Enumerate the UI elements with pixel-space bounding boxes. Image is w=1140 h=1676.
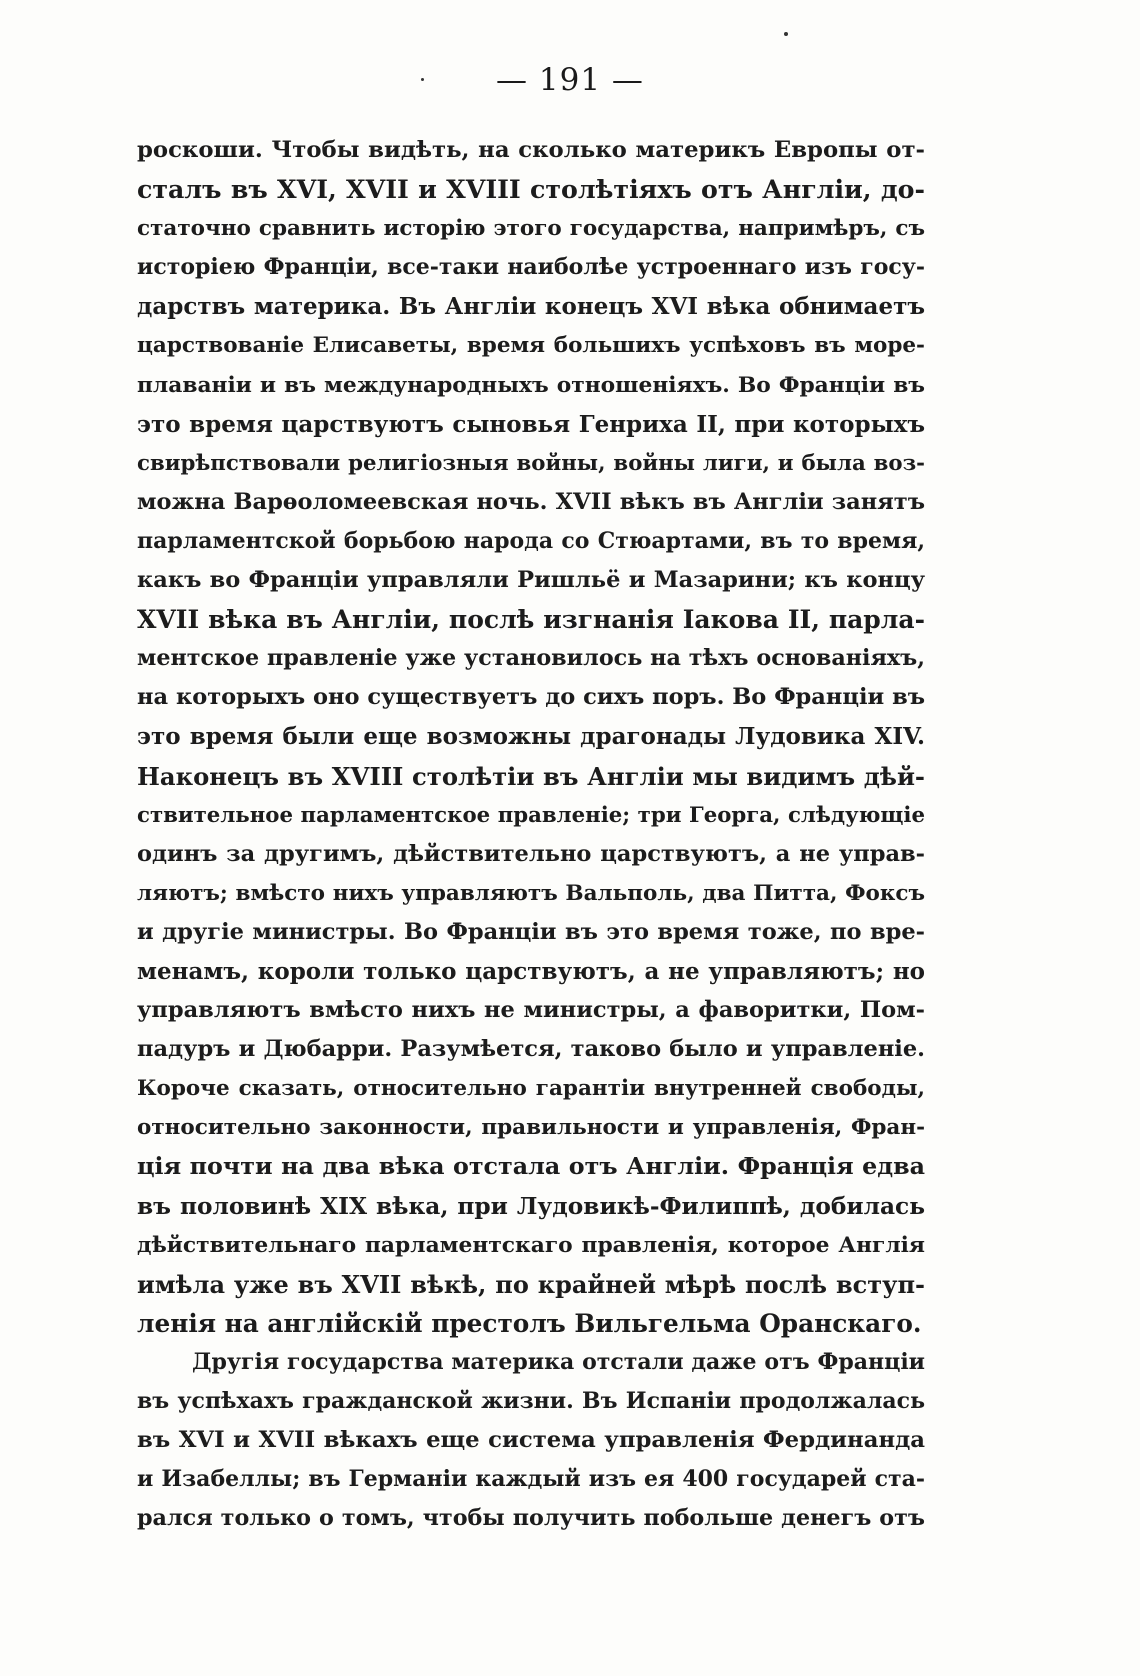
text-line: ленія на англійскій престолъ Вильгельма Оранскаго. (137, 1308, 922, 1338)
text-line: парламентской борьбою народа со Стюартами, въ то время, (137, 527, 925, 554)
paragraph-1 (137, 131, 925, 1343)
text-line: плаваніи и въ международныхъ отношеніяхъ. Во Франціи въ (137, 372, 925, 398)
text-line: исторіею Франціи, все-таки наиболѣе устроеннаго изъ госу- (137, 254, 925, 281)
text-line: на которыхъ оно существуетъ до сихъ поръ. Во Франціи въ (137, 684, 925, 711)
text-line: это время были еще возможны драгонады Лудовика XIV. (137, 723, 925, 751)
text-line: дѣйствительнаго парламентскаго правленія, которое Англія (137, 1232, 925, 1258)
text-line: дарствъ материка. Въ Англіи конецъ XVI вѣка обнимаетъ (137, 293, 925, 321)
text-line: ментское правленіе уже установилось на тѣхъ основаніяхъ, (137, 645, 925, 672)
text-line: царствованіе Елисаветы, время большихъ успѣховъ въ море- (137, 333, 925, 359)
text-line: ляютъ; вмѣсто нихъ управляютъ Вальполь, два Питта, Фоксъ (137, 880, 925, 906)
text-line: Короче сказать, относительно гарантіи внутренней свободы, (137, 1076, 925, 1102)
print-speck (784, 32, 788, 36)
text-line: ція почти на два вѣка отстала отъ Англіи. Франція едва (137, 1152, 925, 1181)
text-line: менамъ, короли только царствуютъ, а не управляютъ; но (137, 957, 925, 985)
text-line: въ успѣхахъ гражданской жизни. Въ Испаніи продолжалась (137, 1388, 925, 1415)
text-line: и Изабеллы; въ Германіи каждый изъ ея 400 государей ста- (137, 1466, 925, 1493)
text-line: свирѣпствовали религіозныя войны, войны лиги, и была воз- (137, 450, 925, 476)
text-line: какъ во Франціи управляли Ришльё и Мазарини; къ концу (137, 567, 925, 594)
text-line: имѣла уже въ XVII вѣкѣ, по крайней мѣрѣ послѣ вступ- (137, 1269, 925, 1299)
text-line: ствительное парламентское правленіе; три Георга, слѣдующіе (137, 802, 925, 828)
page-number: — 191 — (496, 62, 644, 98)
paragraph-2 (137, 1343, 925, 1538)
text-line: рался только о томъ, чтобы получить побольше денегъ отъ (137, 1505, 925, 1532)
text-line: управляютъ вмѣсто нихъ не министры, а фаворитки, Пом- (137, 997, 925, 1024)
text-line: XVII вѣка въ Англіи, послѣ изгнанія Іакова II, парла- (137, 605, 925, 635)
text-line: относительно законности, правильности и управленія, Фран- (137, 1115, 925, 1141)
text-line: сталъ въ XVI, XVII и XVIII столѣтіяхъ отъ Англіи, до- (137, 174, 925, 205)
text-line: одинъ за другимъ, дѣйствительно царствуютъ, а не управ- (137, 840, 925, 867)
text-line: статочно сравнить исторію этого государства, напримѣръ, съ (137, 216, 925, 242)
text-line: можна Варѳоломеевская ночь. XVII вѣкъ въ Англіи занятъ (137, 488, 925, 515)
text-line: падуръ и Дюбарри. Разумѣется, таково было и управленіе. (137, 1036, 925, 1063)
text-line: въ XVI и XVII вѣкахъ еще система управленія Фердинанда (137, 1427, 925, 1454)
text-line: это время царствуютъ сыновья Генриха II, при которыхъ (137, 410, 925, 438)
text-line: Другія государства материка отстали даже отъ Франціи (192, 1349, 925, 1375)
text-line: Наконецъ въ XVIII столѣтіи въ Англіи мы видимъ дѣй- (137, 761, 925, 791)
text-line: роскоши. Чтобы видѣть, на сколько материкъ Европы от- (137, 137, 925, 163)
text-line: и другіе министры. Во Франціи въ это время тоже, по вре- (137, 918, 925, 945)
text-line: въ половинѣ XIX вѣка, при Лудовикѣ-Филиппѣ, добилась (137, 1192, 925, 1220)
